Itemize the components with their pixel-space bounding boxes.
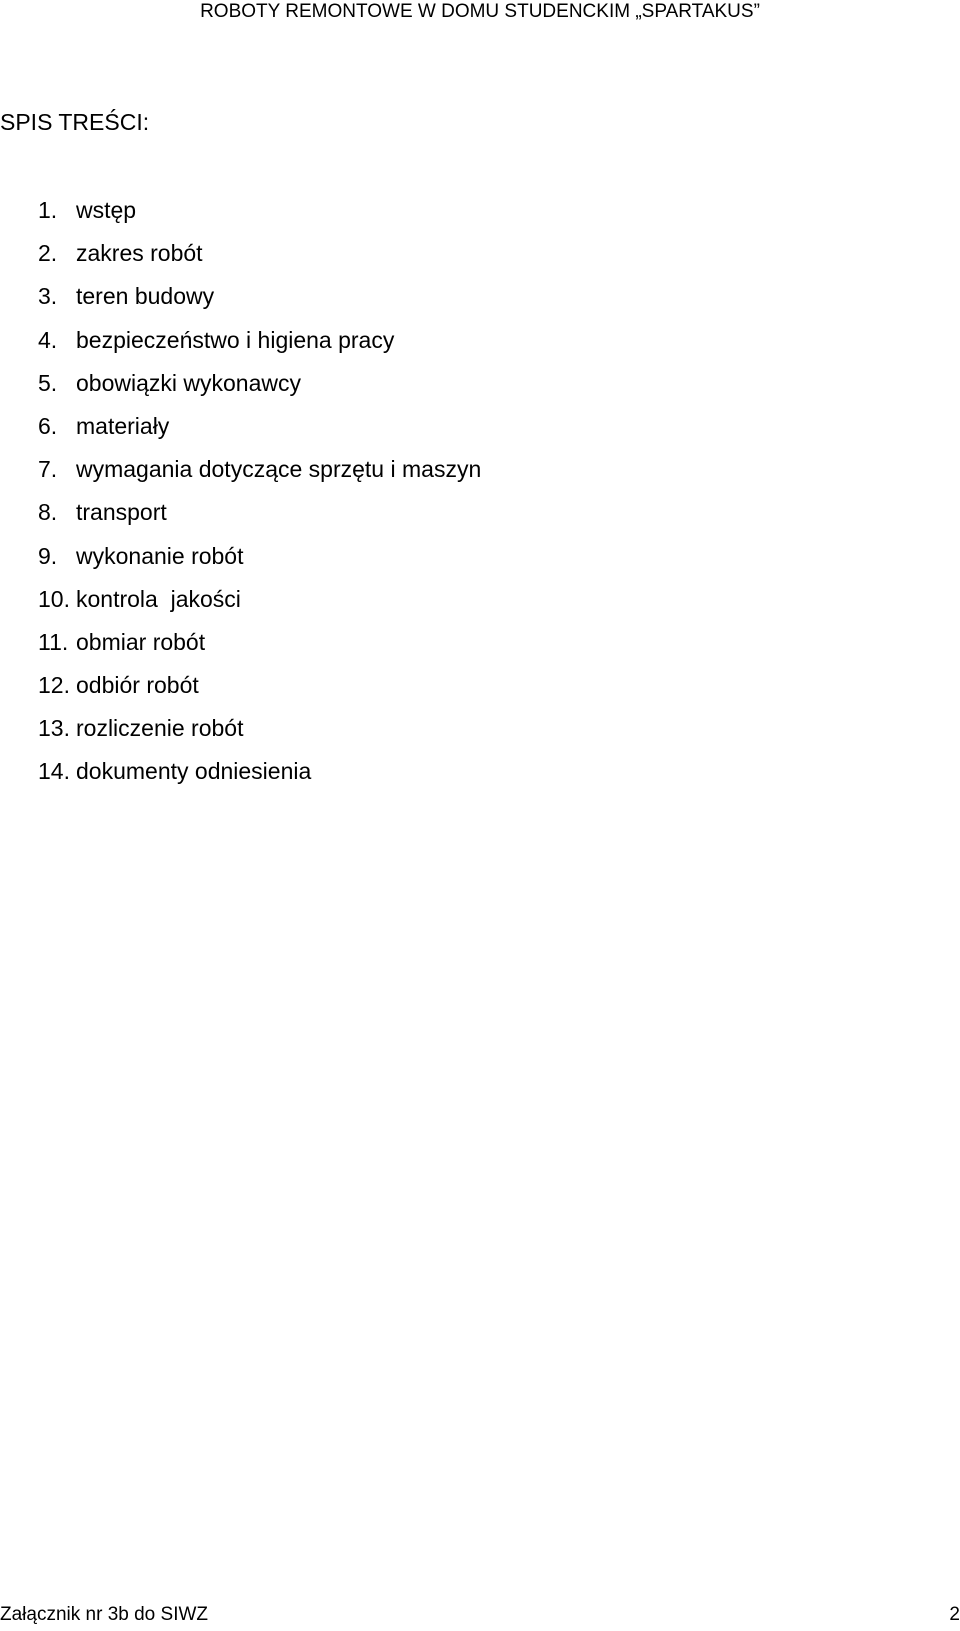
page-footer xyxy=(0,1603,960,1631)
toc-item-text: wstęp xyxy=(76,197,137,223)
toc-item-text: zakres robót xyxy=(76,240,203,267)
toc-item-text: rozliczenie robót xyxy=(76,715,244,742)
toc-item-number: 13. xyxy=(38,715,70,742)
toc-item-13 xyxy=(38,714,481,757)
toc-item-number: 6. xyxy=(38,412,58,439)
toc-item-text: dokumenty odniesienia xyxy=(76,758,312,785)
toc-item-text: odbiór robót xyxy=(76,672,199,699)
toc-item-8 xyxy=(38,498,481,541)
toc-item-number: 14. xyxy=(38,758,70,785)
toc-item-1 xyxy=(38,196,481,239)
toc-item-14 xyxy=(38,757,481,800)
toc-item-number: 8. xyxy=(38,499,58,526)
toc-item-11 xyxy=(38,628,481,671)
footer-attachment-label: Załącznik nr 3b do SIWZ xyxy=(0,1604,209,1625)
toc-item-number: 4. xyxy=(38,326,58,353)
toc-item-text: wymagania dotyczące sprzętu i maszyn xyxy=(76,456,482,483)
toc-item-number: 9. xyxy=(38,542,58,569)
toc-item-number: 10. xyxy=(38,585,70,612)
toc-item-number: 11. xyxy=(38,628,69,655)
toc-item-number: 5. xyxy=(38,369,58,396)
toc-item-text: materiały xyxy=(76,412,170,439)
toc-item-number: 3. xyxy=(38,283,58,310)
toc-item-3 xyxy=(38,282,481,325)
toc-item-10 xyxy=(38,585,481,628)
toc-item-number: 12. xyxy=(38,672,70,699)
toc-item-text: wykonanie robót xyxy=(76,542,244,569)
toc-item-12 xyxy=(38,671,481,714)
toc-item-number: 1. xyxy=(38,197,58,223)
page-number: 2 xyxy=(949,1604,960,1625)
toc-item-number: 7. xyxy=(38,456,58,483)
toc-list xyxy=(38,196,481,801)
toc-item-text: transport xyxy=(76,499,167,526)
toc-item-text: bezpieczeństwo i higiena pracy xyxy=(76,326,395,353)
toc-title: SPIS TREŚCI: xyxy=(0,109,150,135)
toc-item-7 xyxy=(38,455,481,498)
toc-item-number: 2. xyxy=(38,240,58,267)
toc-item-5 xyxy=(38,369,481,412)
toc-item-text: kontrola jakości xyxy=(76,585,241,612)
toc-item-text: obowiązki wykonawcy xyxy=(76,369,301,396)
page-header: ROBOTY REMONTOWE W DOMU STUDENCKIM „SPARTAKUS” xyxy=(200,1,760,22)
toc-item-2 xyxy=(38,239,481,282)
toc-item-6 xyxy=(38,412,481,455)
toc-item-4 xyxy=(38,326,481,369)
toc-item-9 xyxy=(38,542,481,585)
toc-item-text: teren budowy xyxy=(76,283,215,310)
toc-item-text: obmiar robót xyxy=(76,628,206,655)
